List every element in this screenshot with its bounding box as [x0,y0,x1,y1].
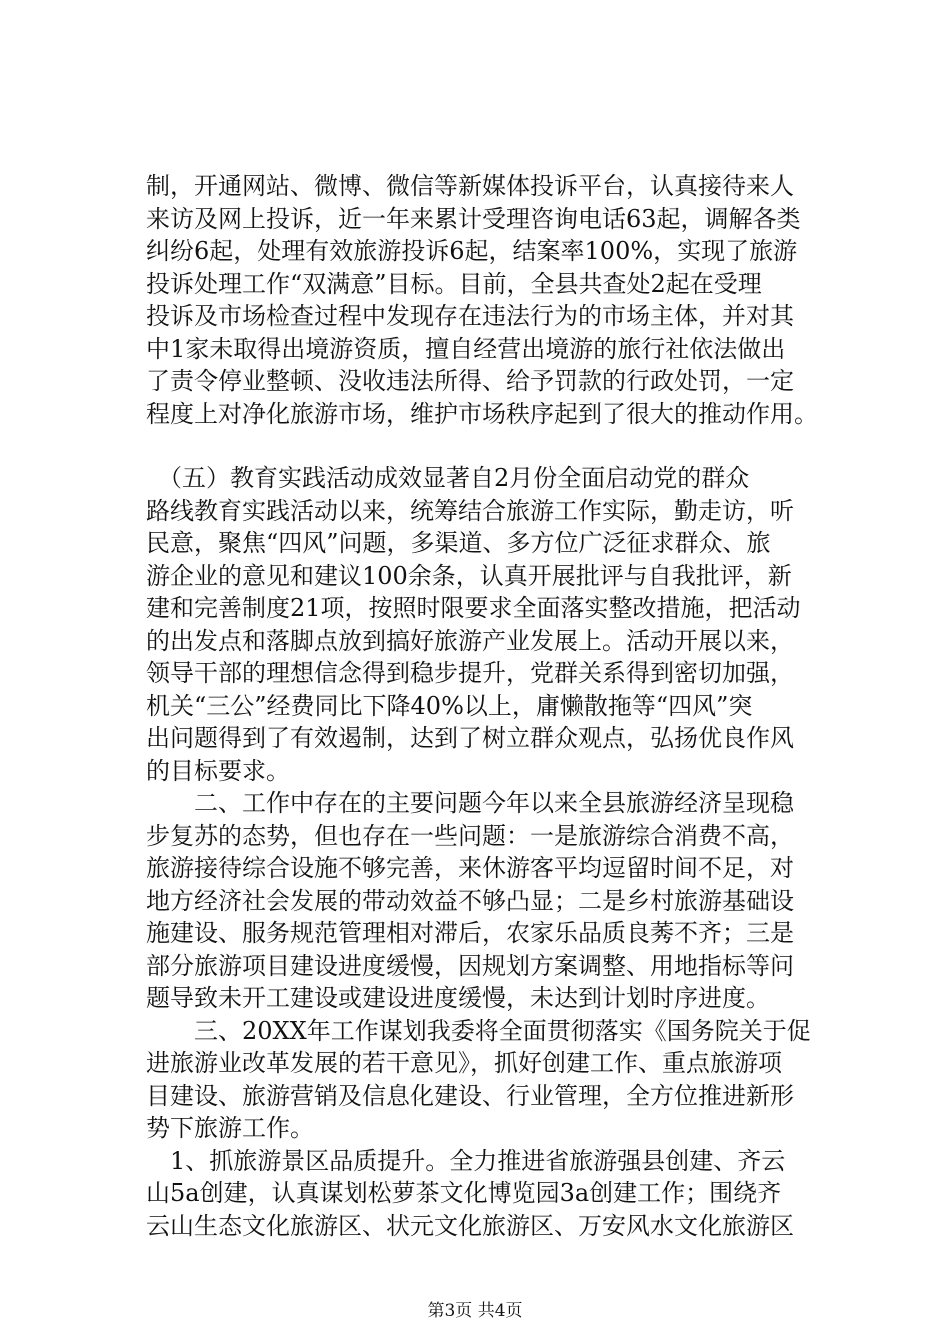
text-line: 题导致未开工建设或建设进度缓慢，未达到计划时序进度。 [146,984,770,1012]
text-line: 部分旅游项目建设进度缓慢，因规划方案调整、用地指标等问 [146,951,794,980]
text-line: 建和完善制度21项，按照时限要求全面落实整改措施，把活动 [146,594,801,622]
text-line: 投诉及市场检查过程中发现存在违法行为的市场主体，并对其 [146,302,794,330]
text-line: 山5a创建，认真谋划松萝茶文化博览园3a创建工作；围绕齐 [146,1179,782,1207]
text-line: 程度上对净化旅游市场，维护市场秩序起到了很大的推动作用。 [146,399,818,428]
text-line: （五）教育实践活动成效显著自2月份全面启动党的群众 [146,464,750,492]
text-line: 了责令停业整顿、没收违法所得、给予罚款的行政处罚，一定 [146,367,794,395]
text-line: 中1家未取得出境游资质，擅自经营出境游的旅行社依法做出 [146,334,786,363]
text-line: 出问题得到了有效遏制，达到了树立群众观点，弘扬优良作风 [146,724,794,752]
text-line: 三、20XX年工作谋划我委将全面贯彻落实《国务院关于促 [146,1016,811,1045]
text-line: 领导干部的理想信念得到稳步提升，党群关系得到密切加强， [146,659,794,687]
text-line: 进旅游业改革发展的若干意见》，抓好创建工作、重点旅游项 [146,1049,782,1077]
text-line: 势下旅游工作。 [146,1114,314,1142]
text-line: 来访及网上投诉，近一年来累计受理咨询电话63起，调解各类 [146,204,801,233]
paragraph-spacer [146,430,846,462]
text-line: 纠纷6起，处理有效旅游投诉6起，结案率100%，实现了旅游 [146,237,798,265]
paragraph-scenic-quality [146,1145,846,1243]
text-line: 步复苏的态势，但也存在一些问题：一是旅游综合消费不高， [146,821,794,850]
text-line: 旅游接待综合设施不够完善，来休游客平均逗留时间不足，对 [146,854,794,882]
text-line: 目建设、旅游营销及信息化建设、行业管理，全方位推进新形 [146,1081,794,1110]
text-line: 二、工作中存在的主要问题今年以来全县旅游经济呈现稳 [146,789,794,817]
text-line: 1、抓旅游景区品质提升。全力推进省旅游强县创建、齐云 [146,1146,786,1175]
text-line: 的目标要求。 [146,756,290,785]
paragraph-main-problems [146,787,846,1015]
text-line: 民意，聚焦“四风”问题，多渠道、多方位广泛征求群众、旅 [146,529,771,557]
paragraph-education-practice [146,462,846,787]
page-footer [0,1300,950,1322]
paragraph-work-plan [146,1015,846,1145]
text-line: 路线教育实践活动以来，统筹结合旅游工作实际，勤走访，听 [146,496,794,525]
paragraph-complaint-handling [146,170,846,430]
text-line: 机关“三公”经费同比下降40%以上，庸懒散拖等“四风”突 [146,691,753,720]
page-number-label: 第3页 共4页 [427,1301,523,1321]
text-line: 的出发点和落脚点放到搞好旅游产业发展上。活动开展以来， [146,626,794,655]
text-line: 地方经济社会发展的带动效益不够凸显；二是乡村旅游基础设 [146,886,794,915]
text-line: 游企业的意见和建议100余条，认真开展批评与自我批评，新 [146,561,792,590]
text-line: 云山生态文化旅游区、状元文化旅游区、万安风水文化旅游区 [146,1211,794,1240]
text-line: 投诉处理工作“双满意”目标。目前，全县共查处2起在受理 [146,269,762,298]
text-line: 制，开通网站、微博、微信等新媒体投诉平台，认真接待来人 [146,172,794,200]
document-body [146,170,846,1242]
text-line: 施建设、服务规范管理相对滞后，农家乐品质良莠不齐；三是 [146,919,794,947]
